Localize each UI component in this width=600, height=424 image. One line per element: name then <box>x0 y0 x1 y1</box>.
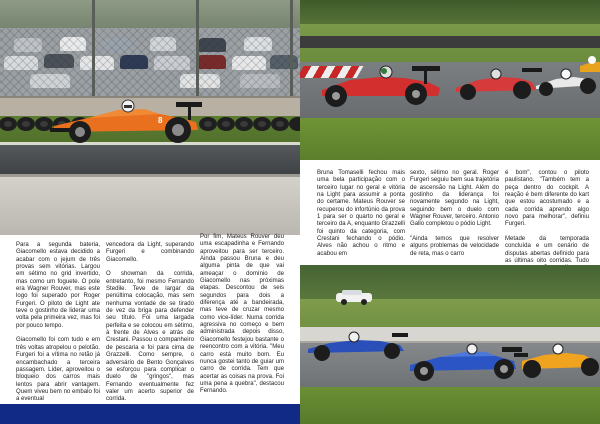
chain-link-fence <box>0 28 300 98</box>
car-number: 8 <box>158 116 163 125</box>
red-formula-car <box>322 66 440 107</box>
trackside-grass <box>300 387 600 424</box>
red-formula-car <box>456 68 542 100</box>
paragraph: O showman da corrida, entretanto, foi mesmo Fernando Stedile. Teve de largar da penúltima colocação, mas sem nenhuma vontade de se tirado de vez da briga para defender seu título. Foi uma largada perfeita e se colocou em sétimo, à frente de Alves e atrás de Crestani. Passou o companheiro de pescaria e foi para cima de Grazzelli. Como sempre, o adversário de Bento Gonçalves se esforçou para complicar o duelo de "gringos", mas Fernando eventualmente fez valer um acerto superior de corrida. <box>106 271 194 403</box>
pit-wall <box>300 36 600 48</box>
orange-formula-car <box>514 344 599 378</box>
paragraph: Para a segunda bateria, Giacomello estava decidido a acabar com o jejum de três provas sem vitórias. Largou em sétimo no grid invertido, mas como um foguete. O pole era Wagner Rouver, mas este logo foi superado por Roger Furgeri. O piloto de Light ate teve o gostinho de liderar uma volta pela primeira vez, mas foi por pouco tempo. <box>16 242 100 329</box>
paragraph: é bom", contou o piloto paulistano. "Também tem a peça dentro do cockpit. A reação é bem diferente do kart que estou acostumado e a cada corrida aprendo algo novo para melhorar", definiu Furgeri. <box>505 170 589 228</box>
paragraph: Metade da temporada concluída e um cenário de disputas abertas definido para as últimas oito corridas. Tudo <box>505 236 589 265</box>
tree-line <box>300 0 600 26</box>
article-column-2 <box>106 242 194 411</box>
fence-post <box>92 0 95 100</box>
article-column-1 <box>16 242 100 411</box>
formula-car-pack <box>300 52 600 112</box>
article-column-5 <box>410 170 499 265</box>
paragraph: "Ainda temos que resolver alguns problemas de velocidade de reta, mas o carro <box>410 236 499 257</box>
yellow-formula-car <box>580 56 600 72</box>
formula-car-group <box>300 325 600 385</box>
fence-post <box>290 0 293 100</box>
paragraph: Bruna Tomaselli fechou mais uma bela participação com o terceiro lugar no geral e vitória na Light para assumir a ponta do certame. Mateus Rouver se recuperou do infortúnio da prova 1 para ser o quarto no geral e terceiro da A, enquanto Grazzelli foi quinto da categoria, com Crestani fechando o pódio. Alves não achou o ritmo e acabou em <box>317 170 405 257</box>
blue-race-cars-photo <box>300 265 600 424</box>
footer-accent-bar <box>0 404 300 424</box>
fence-post <box>196 0 199 100</box>
paragraph: sexto, sétimo no geral. Roger Furgeri seguiu bem sua trajetória de ascensão na Light. Além do gostinho da liderança foi novamente segundo na Light, seguindo bem o duelo com Wagner Rouver, terceiro. Antonio Gallo completou o pódio Light. <box>410 170 499 228</box>
trackside-grass <box>300 118 600 160</box>
paragraph: Por fim, Mateus Rouver deu uma escapadinha e Fernando aproveitou para ser terceiro. Ainda passou Bruna e deu alguma pinta de que vai ameaçar o domínio de Giacomello nas próximas etapas. Descontou de seis segundos para dois a diferença até a bandeirada, mas teve de cruzar mesmo como vice-líder. Numa corrida agressiva no começo e bem administrada depois disso, Giacomello festejou bastante o reencontro com a vitória. "Meu carro está muito bom. Eu nunca gostei tanto de guiar um carro de corrida. Tem que acertar as coisas na prova. Foi uma pena a quebra", destacou Fernando. <box>200 234 284 395</box>
race-track <box>0 145 300 175</box>
race-pack-photo <box>300 0 600 160</box>
article-column-6 <box>505 170 589 280</box>
concrete-barrier <box>0 174 300 235</box>
paragraph: vencedora da Light, superando Furgeri e combinando Giacomello. <box>106 242 194 263</box>
blue-formula-car <box>308 332 408 361</box>
orange-formula-car <box>48 96 206 144</box>
article-column-3 <box>200 234 284 403</box>
barrier-edge <box>0 174 300 177</box>
article-column-4 <box>317 170 405 265</box>
blue-formula-car <box>410 344 522 381</box>
white-formula-car <box>536 69 596 96</box>
parked-car <box>334 289 374 305</box>
paragraph: Giacomello foi com tudo e em três voltas atropelou o pelotão. Furgeri foi a vítima no retão já encambachado a terceira passagem. Líder, aproveitou o bloqueio dos carros mais lentos para abrir vantagem. Quem viveu bem no embalo foi a eventual <box>16 337 100 403</box>
orange-race-car-photo <box>0 0 300 235</box>
photo-sky <box>0 0 300 30</box>
right-page <box>300 0 600 424</box>
